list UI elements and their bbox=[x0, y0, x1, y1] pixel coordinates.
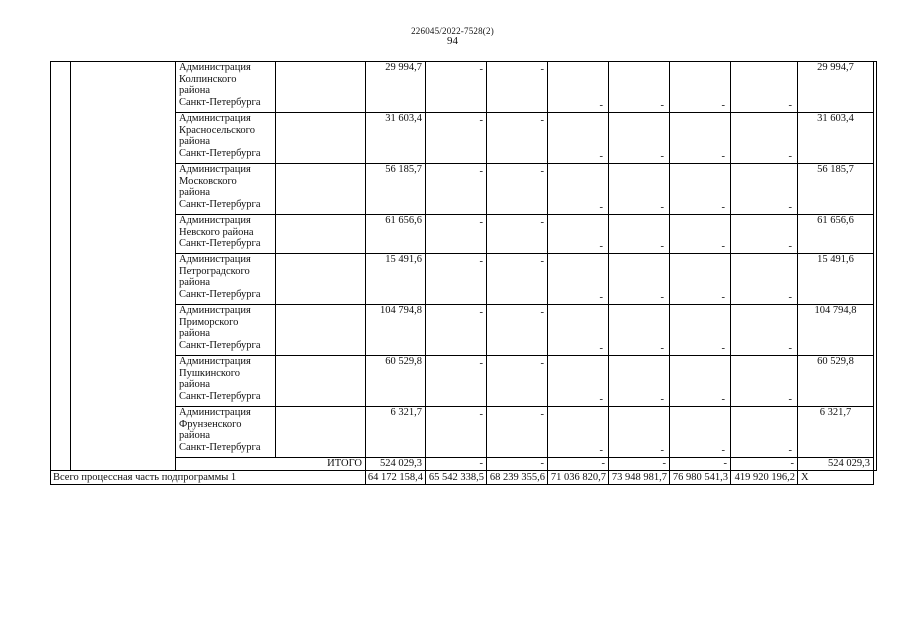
table-row bbox=[51, 62, 877, 113]
dash-mark: - bbox=[599, 201, 603, 213]
dash-mark: - bbox=[721, 201, 725, 213]
dash-mark: - bbox=[599, 291, 603, 303]
dash-cell bbox=[731, 254, 798, 305]
dash-mark: - bbox=[479, 409, 483, 420]
organization-name-line: района bbox=[179, 85, 211, 96]
dash-cell bbox=[548, 356, 609, 407]
dash-mark: - bbox=[479, 256, 483, 267]
organization-name-line: Пушкинского bbox=[179, 367, 241, 379]
dash-mark: - bbox=[721, 291, 725, 303]
organization-cell bbox=[176, 62, 276, 113]
dash-cell bbox=[609, 164, 670, 215]
dash-mark: - bbox=[721, 444, 725, 456]
dash-cell: - bbox=[731, 458, 798, 471]
organization-cell bbox=[176, 305, 276, 356]
row-total-cell: 56 185,7 bbox=[798, 164, 874, 215]
dash-cell bbox=[670, 407, 731, 458]
dash-mark: - bbox=[788, 342, 792, 354]
empty-source-cell bbox=[276, 254, 366, 305]
dash-mark: - bbox=[540, 64, 544, 75]
dash-mark: - bbox=[788, 291, 792, 303]
dash-cell bbox=[609, 215, 670, 254]
grand-total-mark: X bbox=[798, 471, 874, 485]
year-value-cell: 60 529,8 bbox=[366, 356, 426, 407]
dash-cell: - bbox=[426, 458, 487, 471]
dash-cell bbox=[426, 356, 487, 407]
dash-mark: - bbox=[660, 150, 664, 162]
dash-cell bbox=[548, 113, 609, 164]
dash-cell bbox=[487, 62, 548, 113]
dash-cell bbox=[670, 164, 731, 215]
dash-cell bbox=[670, 305, 731, 356]
dash-cell: - bbox=[609, 458, 670, 471]
year-value-cell: 31 603,4 bbox=[366, 113, 426, 164]
grand-total-value-cell: 76 980 541,3 bbox=[670, 471, 731, 485]
empty-source-cell bbox=[276, 113, 366, 164]
dash-mark: - bbox=[721, 150, 725, 162]
dash-mark: - bbox=[660, 240, 664, 252]
dash-mark: - bbox=[479, 217, 483, 228]
row-total-cell: 104 794,8 bbox=[798, 305, 874, 356]
organization-name-line: Санкт-Петербурга bbox=[179, 390, 261, 402]
empty-source-cell bbox=[276, 62, 366, 113]
grand-total-label: Всего процессная часть подпрограммы 1 bbox=[51, 471, 366, 485]
dash-cell bbox=[670, 254, 731, 305]
empty-source-cell bbox=[276, 305, 366, 356]
document-id: 226045/2022-7528(2) bbox=[411, 26, 494, 36]
grand-total-value-cell: 71 036 820,7 bbox=[548, 471, 609, 485]
organization-name-line: Санкт-Петербурга bbox=[179, 441, 261, 453]
dash-mark: - bbox=[660, 444, 664, 456]
row-total-cell: 60 529,8 bbox=[798, 356, 874, 407]
dash-cell bbox=[487, 407, 548, 458]
dash-cell bbox=[609, 113, 670, 164]
organization-cell bbox=[176, 254, 276, 305]
dash-cell bbox=[426, 305, 487, 356]
dash-mark: - bbox=[599, 444, 603, 456]
dash-cell: - bbox=[670, 458, 731, 471]
dash-mark: - bbox=[788, 99, 792, 111]
dash-cell bbox=[548, 215, 609, 254]
dash-mark: - bbox=[788, 444, 792, 456]
dash-mark: - bbox=[540, 409, 544, 420]
organization-name-line: Администрация bbox=[179, 305, 251, 316]
grand-total-row bbox=[51, 471, 877, 485]
dash-cell bbox=[609, 356, 670, 407]
organization-name-line: Администрация bbox=[179, 356, 251, 367]
organization-name-line: Петроградского bbox=[179, 265, 250, 277]
grand-total-value-cell: 64 172 158,4 bbox=[366, 471, 426, 485]
empty-program-cell bbox=[71, 62, 176, 471]
year-value-cell: 6 321,7 bbox=[366, 407, 426, 458]
organization-name-line: района bbox=[179, 277, 211, 288]
organization-name-line: Санкт-Петербурга bbox=[179, 198, 261, 210]
dash-cell: - bbox=[487, 458, 548, 471]
dash-cell bbox=[487, 113, 548, 164]
organization-name-line: Администрация bbox=[179, 62, 251, 73]
row-total-cell: 6 321,7 bbox=[798, 407, 874, 458]
organization-name-line: Санкт-Петербурга bbox=[179, 288, 261, 300]
dash-mark: - bbox=[479, 166, 483, 177]
dash-mark: - bbox=[479, 64, 483, 75]
dash-cell bbox=[670, 113, 731, 164]
year-value-cell: 15 491,6 bbox=[366, 254, 426, 305]
dash-mark: - bbox=[660, 201, 664, 213]
row-total-cell: 29 994,7 bbox=[798, 62, 874, 113]
dash-mark: - bbox=[788, 201, 792, 213]
organization-name-line: Администрация bbox=[179, 407, 251, 418]
subtotal-total-cell: 524 029,3 bbox=[798, 458, 874, 471]
dash-cell bbox=[548, 407, 609, 458]
subtotal-label: ИТОГО bbox=[176, 458, 366, 471]
empty-source-cell bbox=[276, 164, 366, 215]
dash-cell bbox=[609, 305, 670, 356]
organization-cell bbox=[176, 113, 276, 164]
dash-mark: - bbox=[721, 240, 725, 252]
organization-name-line: района bbox=[179, 136, 211, 147]
year-value-cell: 104 794,8 bbox=[366, 305, 426, 356]
organization-cell bbox=[176, 356, 276, 407]
empty-mark-cell bbox=[874, 62, 877, 471]
subtotal-value-cell: 524 029,3 bbox=[366, 458, 426, 471]
organization-name-line: Администрация bbox=[179, 254, 251, 265]
table-body bbox=[51, 62, 877, 485]
dash-cell bbox=[426, 62, 487, 113]
organization-name-line: Красносельского bbox=[179, 124, 255, 136]
organization-name-line: района bbox=[179, 430, 211, 441]
dash-mark: - bbox=[599, 342, 603, 354]
dash-cell bbox=[487, 215, 548, 254]
page-number: 94 bbox=[447, 35, 458, 47]
dash-cell bbox=[670, 62, 731, 113]
dash-mark: - bbox=[479, 115, 483, 126]
row-total-cell: 15 491,6 bbox=[798, 254, 874, 305]
organization-name-line: Санкт-Петербурга bbox=[179, 238, 261, 249]
organization-name-line: района bbox=[179, 187, 211, 198]
row-total-cell: 61 656,6 bbox=[798, 215, 874, 254]
dash-mark: - bbox=[540, 166, 544, 177]
organization-name-line: района bbox=[179, 379, 211, 390]
empty-source-cell bbox=[276, 407, 366, 458]
dash-cell bbox=[426, 254, 487, 305]
grand-total-value-cell: 65 542 338,5 bbox=[426, 471, 487, 485]
empty-source-cell bbox=[276, 215, 366, 254]
organization-name-line: Невского района bbox=[179, 226, 254, 238]
dash-mark: - bbox=[540, 307, 544, 318]
grand-total-value-cell: 419 920 196,2 bbox=[731, 471, 798, 485]
dash-mark: - bbox=[788, 240, 792, 252]
organization-name-line: Администрация bbox=[179, 215, 251, 226]
grand-total-value-cell: 68 239 355,6 bbox=[487, 471, 548, 485]
dash-cell bbox=[731, 164, 798, 215]
dash-cell bbox=[487, 356, 548, 407]
dash-cell bbox=[548, 62, 609, 113]
empty-index-cell bbox=[51, 62, 71, 471]
dash-cell bbox=[426, 113, 487, 164]
dash-cell bbox=[670, 356, 731, 407]
organization-cell bbox=[176, 164, 276, 215]
dash-mark: - bbox=[660, 342, 664, 354]
dash-mark: - bbox=[540, 115, 544, 126]
dash-cell bbox=[609, 62, 670, 113]
organization-name-line: Санкт-Петербурга bbox=[179, 339, 261, 351]
dash-mark: - bbox=[788, 393, 792, 405]
dash-mark: - bbox=[540, 217, 544, 228]
dash-mark: - bbox=[540, 256, 544, 267]
dash-cell bbox=[731, 407, 798, 458]
organization-name-line: Колпинского bbox=[179, 73, 237, 85]
dash-cell bbox=[426, 407, 487, 458]
dash-mark: - bbox=[660, 291, 664, 303]
dash-mark: - bbox=[479, 358, 483, 369]
dash-mark: - bbox=[721, 99, 725, 111]
empty-source-cell bbox=[276, 356, 366, 407]
organization-name-line: Фрунзенского bbox=[179, 418, 242, 430]
dash-cell bbox=[670, 215, 731, 254]
dash-cell bbox=[487, 305, 548, 356]
dash-cell bbox=[548, 305, 609, 356]
dash-mark: - bbox=[660, 393, 664, 405]
organization-name-line: Администрация bbox=[179, 113, 251, 124]
organization-name-line: Московского bbox=[179, 175, 237, 187]
year-value-cell: 29 994,7 bbox=[366, 62, 426, 113]
dash-mark: - bbox=[660, 99, 664, 111]
year-value-cell: 56 185,7 bbox=[366, 164, 426, 215]
dash-cell: - bbox=[548, 458, 609, 471]
budget-table bbox=[50, 61, 877, 485]
dash-cell bbox=[731, 113, 798, 164]
dash-cell bbox=[487, 254, 548, 305]
dash-cell bbox=[548, 164, 609, 215]
dash-mark: - bbox=[540, 358, 544, 369]
dash-cell bbox=[487, 164, 548, 215]
organization-cell bbox=[176, 407, 276, 458]
grand-total-value-cell: 73 948 981,7 bbox=[609, 471, 670, 485]
dash-mark: - bbox=[599, 240, 603, 252]
dash-cell bbox=[731, 356, 798, 407]
dash-cell bbox=[609, 254, 670, 305]
dash-cell bbox=[548, 254, 609, 305]
dash-mark: - bbox=[599, 150, 603, 162]
row-total-cell: 31 603,4 bbox=[798, 113, 874, 164]
year-value-cell: 61 656,6 bbox=[366, 215, 426, 254]
organization-name-line: Санкт-Петербурга bbox=[179, 147, 261, 159]
dash-mark: - bbox=[788, 150, 792, 162]
dash-cell bbox=[731, 305, 798, 356]
organization-name-line: Санкт-Петербурга bbox=[179, 96, 261, 108]
dash-cell bbox=[731, 62, 798, 113]
dash-mark: - bbox=[599, 393, 603, 405]
organization-name-line: района bbox=[179, 328, 211, 339]
dash-mark: - bbox=[721, 393, 725, 405]
dash-mark: - bbox=[721, 342, 725, 354]
dash-mark: - bbox=[599, 99, 603, 111]
dash-cell bbox=[609, 407, 670, 458]
dash-mark: - bbox=[479, 307, 483, 318]
organization-cell bbox=[176, 215, 276, 254]
dash-cell bbox=[731, 215, 798, 254]
organization-name-line: Администрация bbox=[179, 164, 251, 175]
organization-name-line: Приморского bbox=[179, 316, 239, 328]
dash-cell bbox=[426, 164, 487, 215]
dash-cell bbox=[426, 215, 487, 254]
